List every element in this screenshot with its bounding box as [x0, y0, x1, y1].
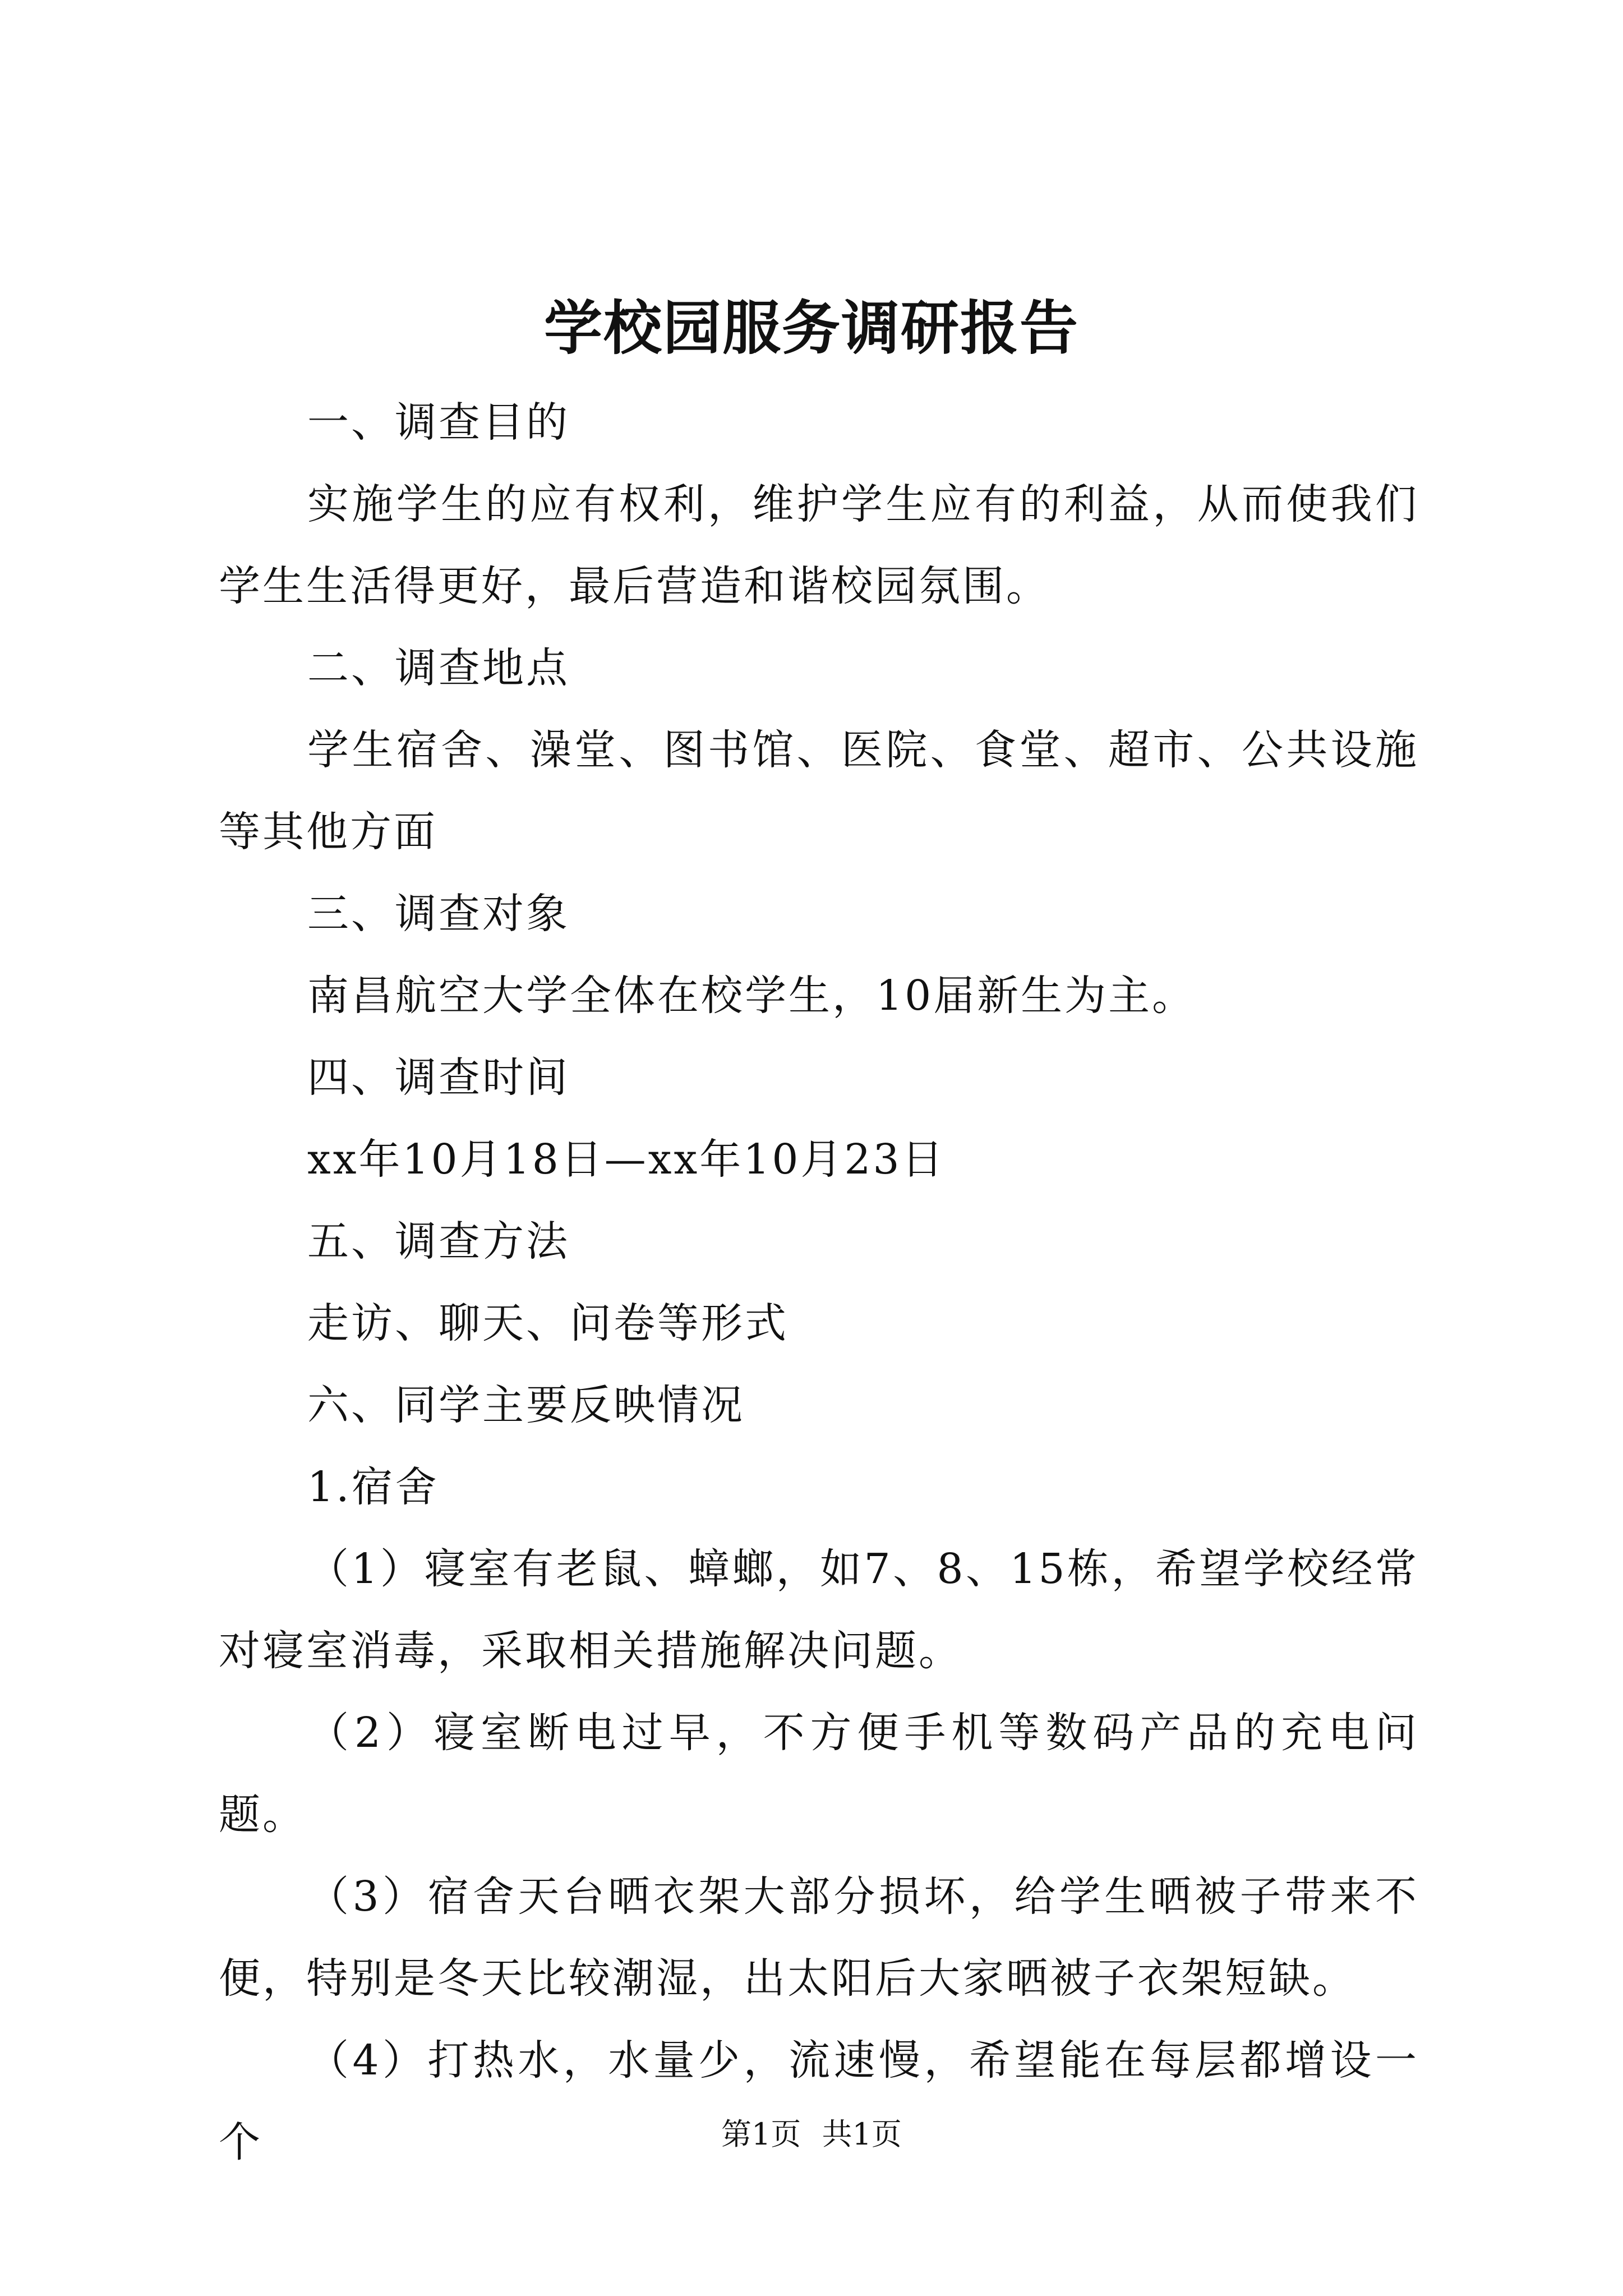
subheading-dormitory: 1.宿舍 — [307, 1463, 439, 1511]
section-heading-time: 四、调查时间 — [307, 1053, 570, 1102]
paragraph-subjects: 南昌航空大学全体在校学生，10届新生为主。 — [307, 972, 1196, 1020]
section-heading-purpose: 一、调查目的 — [307, 398, 570, 447]
paragraph-method: 走访、聊天、问卷等形式 — [307, 1299, 789, 1347]
section-heading-method: 五、调查方法 — [307, 1217, 570, 1266]
page-footer: 第1页 共1页 — [721, 2116, 902, 2152]
document-title: 学校园服务调研报告 — [543, 293, 1079, 362]
section-heading-feedback: 六、同学主要反映情况 — [307, 1381, 745, 1429]
paragraph-location: 学生宿舍、澡堂、图书馆、医院、食堂、超市、公共设施等其他方面 — [219, 726, 1419, 856]
paragraph-purpose: 实施学生的应有权利，维护学生应有的利益，从而使我们学生生活得更好，最后营造和谐校园氛围。 — [219, 480, 1419, 610]
section-heading-location: 二、调查地点 — [307, 644, 570, 692]
list-item-2: （2）寝室断电过早，不方便手机等数码产品的充电问题。 — [219, 1709, 1419, 1839]
list-item-4: （4）打热水，水量少，流速慢，希望能在每层都增设一个 — [219, 2036, 1419, 2166]
document-body — [219, 381, 1419, 2183]
list-item-3: （3）宿舍天台晒衣架大部分损坏，给学生晒被子带来不便，特别是冬天比较潮湿，出太阳后大家晒被子衣架短缺。 — [219, 1872, 1419, 2003]
paragraph-time: xx年10月18日—xx年10月23日 — [307, 1135, 946, 1184]
section-heading-subjects: 三、调查对象 — [307, 890, 570, 938]
list-item-1: （1）寝室有老鼠、蟑螂，如7、8、15栋，希望学校经常对寝室消毒，采取相关措施解决问题。 — [219, 1545, 1419, 1675]
